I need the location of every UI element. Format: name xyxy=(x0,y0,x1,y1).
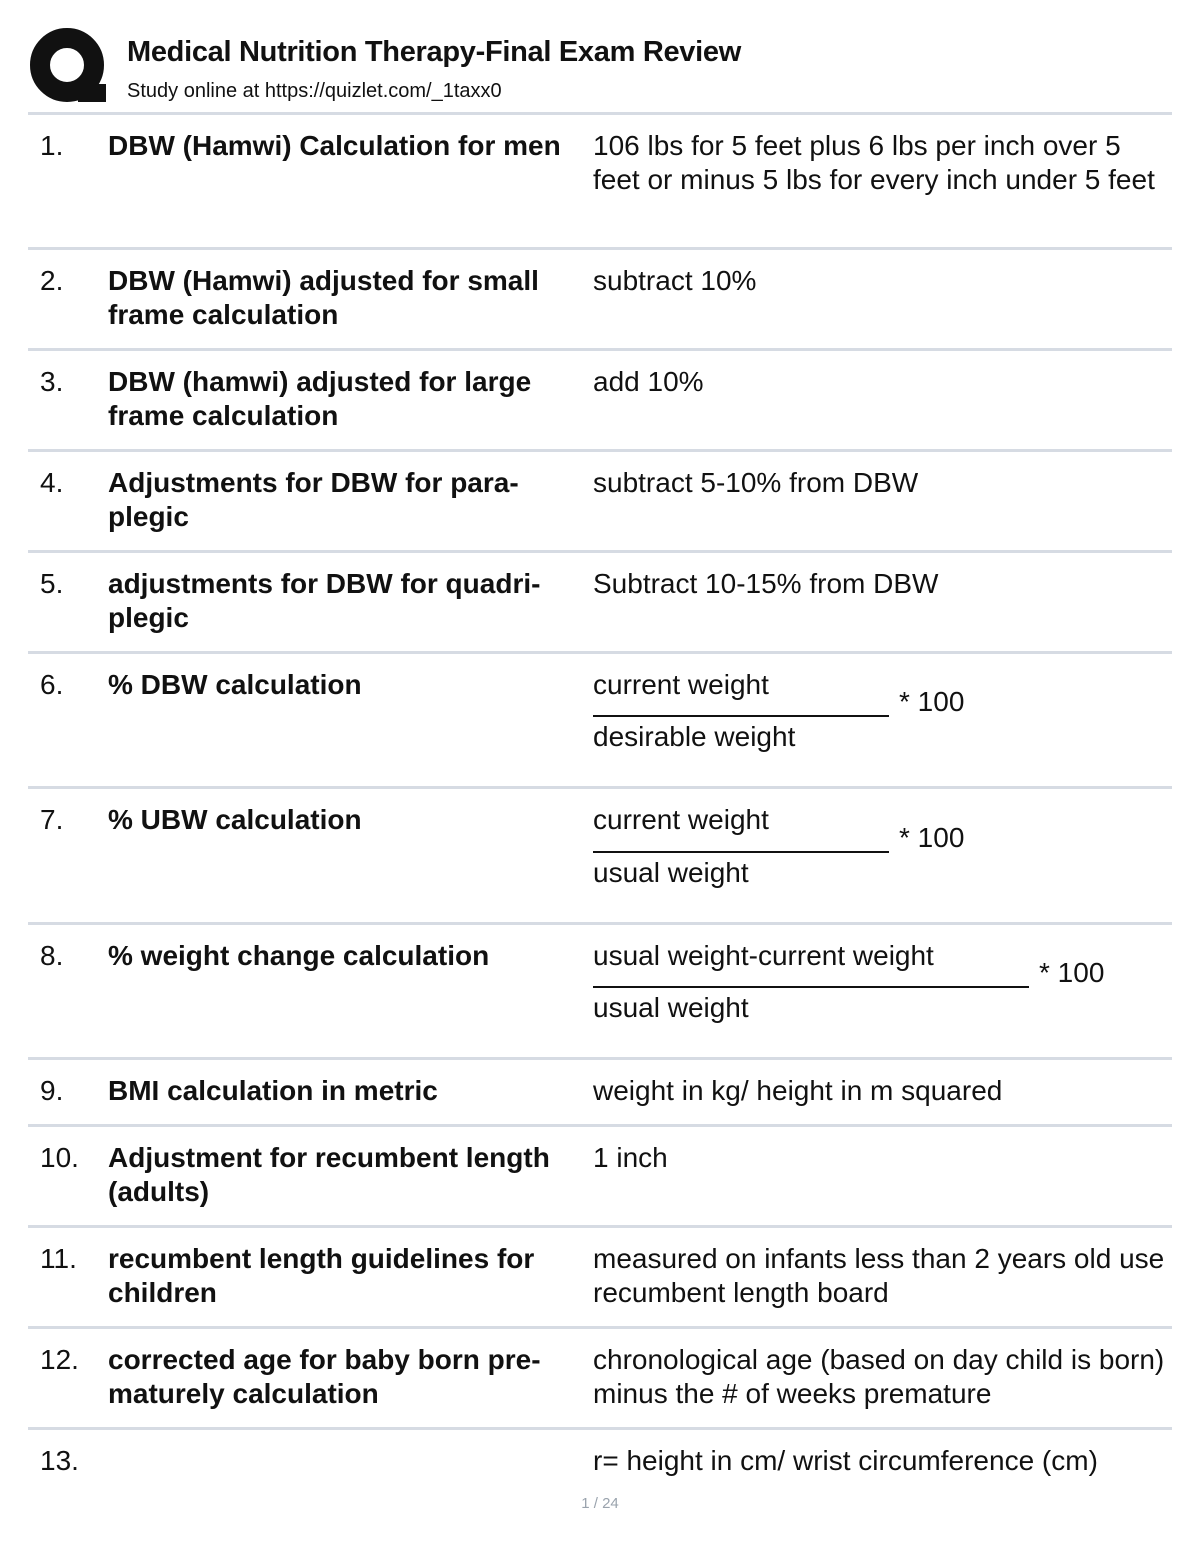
document-title: Medical Nutrition Therapy-Final Exam Review xyxy=(127,36,741,68)
flashcard-row xyxy=(28,348,1172,449)
definition: weight in kg/ height in m squared xyxy=(593,1075,1003,1106)
definition: measured on infants less than 2 years old use recumbent length board xyxy=(593,1243,1165,1308)
definition xyxy=(593,939,1171,1041)
row-number: 4. xyxy=(40,467,64,498)
definition: Subtract 10-15% from DBW xyxy=(593,568,939,599)
definition: subtract 10% xyxy=(593,265,757,296)
row-number: 7. xyxy=(40,804,64,835)
fraction-bar xyxy=(593,986,1029,988)
term: % DBW calculation xyxy=(108,669,362,700)
fraction-multiplier: * 100 xyxy=(899,686,965,717)
definition: 106 lbs for 5 feet plus 6 lbs per inch over 5 feet or minus 5 lbs for every inch under 5 feet xyxy=(593,130,1155,195)
term: BMI calculation in metric xyxy=(108,1075,438,1106)
fraction-denominator: usual weight xyxy=(593,992,749,1023)
fraction-multiplier: * 100 xyxy=(1039,957,1105,988)
flashcard-row xyxy=(28,1427,1172,1494)
term: % UBW calculation xyxy=(108,804,362,835)
definition: r= height in cm/ wrist circumference (cm) xyxy=(593,1445,1098,1476)
flashcard-list xyxy=(28,112,1172,1494)
flashcard-row xyxy=(28,1124,1172,1225)
flashcard-row xyxy=(28,922,1172,1057)
row-number: 6. xyxy=(40,669,64,700)
row-number: 13. xyxy=(40,1445,79,1476)
row-number: 11. xyxy=(40,1243,77,1274)
term: DBW (Hamwi) adjusted for small frame calculation xyxy=(108,265,539,330)
term: DBW (hamwi) adjusted for large frame calculation xyxy=(108,366,532,431)
row-number: 9. xyxy=(40,1075,64,1106)
row-number: 8. xyxy=(40,940,64,971)
flashcard-row xyxy=(28,247,1172,348)
definition xyxy=(593,668,1171,770)
fraction-formula xyxy=(593,939,1171,1041)
flashcard-row xyxy=(28,449,1172,550)
term: corrected age for baby born pre- maturely calculation xyxy=(108,1344,541,1409)
fraction-bar xyxy=(593,851,889,853)
flashcard-row xyxy=(28,550,1172,651)
fraction-numerator: usual weight-current weight xyxy=(593,940,934,971)
definition xyxy=(593,803,1171,905)
flashcard-row xyxy=(28,1057,1172,1124)
fraction-multiplier: * 100 xyxy=(899,822,965,853)
flashcard-row xyxy=(28,651,1172,786)
definition: chronological age (based on day child is born) minus the # of weeks premature xyxy=(593,1344,1165,1409)
flashcard-row xyxy=(28,1225,1172,1326)
page-number: 1 / 24 xyxy=(581,1495,619,1512)
row-number: 3. xyxy=(40,366,64,397)
flashcard-row xyxy=(28,1326,1172,1427)
fraction-formula xyxy=(593,668,1171,770)
study-link[interactable]: Study online at https://quizlet.com/_1taxx0 xyxy=(127,80,502,102)
flashcard-row xyxy=(28,112,1172,247)
fraction-denominator: desirable weight xyxy=(593,721,796,752)
row-number: 1. xyxy=(40,130,64,161)
definition: subtract 5-10% from DBW xyxy=(593,467,919,498)
term: % weight change calculation xyxy=(108,940,490,971)
fraction-numerator: current weight xyxy=(593,804,769,835)
row-number: 10. xyxy=(40,1142,79,1173)
page-header xyxy=(30,28,1172,112)
term: recumbent length guidelines for children xyxy=(108,1243,535,1308)
definition: add 10% xyxy=(593,366,704,397)
row-number: 5. xyxy=(40,568,64,599)
term: adjustments for DBW for quadri- plegic xyxy=(108,568,541,633)
term: DBW (Hamwi) Calculation for men xyxy=(108,130,561,161)
term: Adjustment for recumbent length (adults) xyxy=(108,1142,550,1207)
flashcard-row xyxy=(28,786,1172,922)
term: Adjustments for DBW for para- plegic xyxy=(108,467,519,532)
fraction-denominator: usual weight xyxy=(593,857,749,888)
row-number: 2. xyxy=(40,265,64,296)
fraction-numerator: current weight xyxy=(593,669,769,700)
fraction-bar xyxy=(593,715,889,717)
fraction-formula xyxy=(593,803,1171,905)
row-number: 12. xyxy=(40,1344,79,1375)
definition: 1 inch xyxy=(593,1142,668,1173)
quizlet-q-logo-icon xyxy=(30,28,108,106)
